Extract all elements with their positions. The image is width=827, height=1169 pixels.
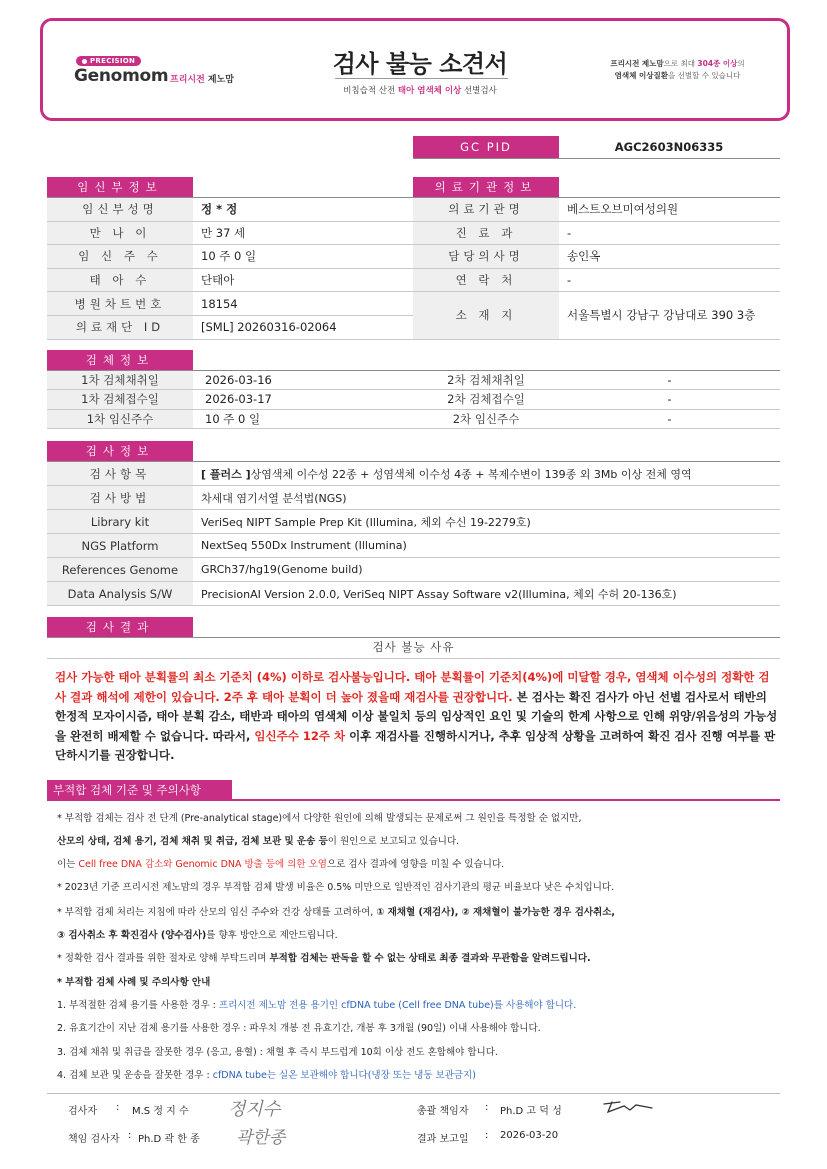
divider: [47, 428, 780, 429]
patient-field-value: 10 주 0 일: [201, 249, 257, 264]
section-institution-info: 의료기관정보: [413, 177, 559, 197]
gc-pid-value: AGC2603N06335: [614, 140, 724, 154]
footer-divider: [47, 1093, 780, 1094]
test-field-label: Data Analysis S/W: [47, 582, 193, 605]
specimen-field-label: 2차 검체채취일: [447, 373, 525, 388]
note-line: 산모의 상태, 검체 용기, 검체 채취 및 취급, 검체 보관 및 운송 등이 원인으로 보고되고 있습니다.: [57, 836, 460, 847]
patient-field-label: 만 나 이: [47, 222, 193, 245]
test-field-value: NextSeq 550Dx Instrument (Illumina): [201, 539, 407, 552]
logo-subtitle: 프리시전 제노맘: [170, 75, 235, 85]
specimen-field-value: 2026-03-16: [205, 373, 272, 388]
patient-field-label: 병원차트번호: [47, 292, 193, 315]
specimen-field-label: 1차 검체접수일: [47, 390, 193, 408]
institution-field-label: 진 료 과: [413, 222, 559, 245]
test-field-label: NGS Platform: [47, 534, 193, 557]
divider: [47, 339, 413, 340]
test-item-label: 검사항목: [47, 462, 193, 485]
divider: [413, 339, 780, 340]
note-line: * 부적합 검체 처리는 지침에 따라 산모의 임신 주수와 건강 상태를 고려하여, ① 재채혈 (재검사), ② 재채혈이 불가능한 경우 검사취소,: [57, 907, 616, 918]
institution-field-value: 베스트오브미여성의원: [567, 202, 679, 217]
director-name: Ph.D 고 덕 성: [500, 1106, 562, 1117]
test-field-value: PrecisionAI Version 2.0.0, VeriSeq NIPT Assay Software v2(Illumina, 체외 수허 20-136호): [201, 587, 677, 601]
note-line: 3. 검체 채취 및 취급을 잘못한 경우 (응고, 용혈) : 채혈 후 즉시 부드럽게 10회 이상 전도 혼합해야 합니다.: [57, 1047, 498, 1058]
report-date-value: 2026-03-20: [500, 1130, 559, 1141]
note-line: * 부적합 검체 사례 및 주의사항 안내: [57, 977, 211, 988]
note-line: * 2023년 기준 프리시전 제노맘의 경우 부적합 검체 발생 비율은 0.5% 미만으로 일반적인 검사기관의 평균 비율보다 낮은 수치입니다.: [57, 882, 615, 893]
document-subtitle: 비침습적 산전 태아 염색체 이상 선별검사: [343, 86, 497, 96]
specimen-field-value: -: [667, 392, 672, 407]
header-tagline: 프리시전 제노맘으로 최대 304종 이상의 염색체 이상질환을 선별할 수 있습니다: [610, 59, 745, 80]
test-field-value: 차세대 염기서열 분석법(NGS): [201, 491, 347, 505]
institution-field-value: -: [567, 225, 572, 240]
divider: [47, 605, 780, 606]
institution-field-value: 송인옥: [567, 249, 601, 264]
colon: :: [128, 1130, 132, 1141]
institution-field-value: -: [567, 273, 572, 288]
divider: [413, 158, 780, 159]
specimen-field-label: 2차 임신주수: [452, 411, 520, 426]
logo-dot-icon: [82, 59, 87, 64]
specimen-field-value: 2026-03-17: [205, 392, 272, 407]
specimen-field-value: -: [667, 411, 672, 426]
lead-tester-label: 책임 검사자: [68, 1134, 120, 1145]
section-notes: 부적합 검체 기준 및 주의사항: [47, 780, 232, 800]
test-field-label: 검사방법: [47, 486, 193, 509]
institution-field-value: 서울특별시 강남구 강남대로 390 3층: [567, 308, 756, 323]
divider: [47, 658, 780, 659]
institution-field-label: 의료기관명: [413, 198, 559, 221]
note-line: * 정확한 검사 결과를 위한 절차로 양해 부탁드리며 부적합 검체는 판독을 할 수 없는 상태로 최종 결과와 무관함을 알려드립니다.: [57, 953, 591, 964]
test-field-value: VeriSeq NIPT Sample Prep Kit (Illumina, 체외 수신 19-2279호): [201, 515, 531, 529]
lead-tester-name: Ph.D 곽 한 종: [138, 1134, 200, 1145]
gc-pid-label: GC PID: [413, 136, 559, 158]
section-test-result: 검사결과: [47, 617, 193, 637]
report-date-label: 결과 보고일: [417, 1134, 469, 1145]
colon: :: [116, 1102, 120, 1113]
lead-tester-signature: 곽한종: [236, 1128, 286, 1148]
director-signature-icon: [600, 1096, 656, 1116]
patient-field-value: [SML] 20260316-02064: [201, 320, 337, 335]
director-label: 총괄 책임자: [417, 1106, 469, 1117]
specimen-field-value: 10 주 0 일: [205, 411, 261, 426]
tester-name: M.S 정 지 수: [132, 1106, 189, 1117]
patient-field-label: 임신부성명: [47, 198, 193, 221]
title-divider: [335, 78, 508, 79]
note-line: * 부적합 검체는 검사 전 단계 (Pre-analytical stage)에서 다양한 원인에 의해 발생되는 문제로써 그 원인을 특정할 순 없지만,: [57, 813, 582, 824]
section-specimen-info: 검체정보: [47, 350, 193, 370]
patient-field-label: 임 신 주 수: [47, 245, 193, 268]
logo-name: Genomom: [74, 66, 169, 86]
specimen-field-label: 1차 임신주수: [47, 410, 193, 428]
institution-field-label: 담당의사명: [413, 245, 559, 268]
note-line: 1. 부적절한 검체 용기를 사용한 경우 : 프리시전 제노맘 전용 용기인 cfDNA tube (Cell free DNA tube)를 사용해야 합니다.: [57, 1000, 577, 1011]
note-line: 이는 Cell free DNA 감소와 Genomic DNA 방출 등에 의한 오염으로 검사 결과에 영향을 미칠 수 있습니다.: [57, 859, 505, 870]
tester-label: 검사자: [68, 1106, 97, 1117]
colon: :: [485, 1130, 489, 1141]
note-line: 4. 검체 보관 및 운송을 잘못한 경우 : cfDNA tube는 실온 보관해야 합니다(냉장 또는 냉동 보관금지): [57, 1070, 476, 1081]
section-patient-info: 임신부정보: [47, 177, 193, 197]
section-test-info: 검사정보: [47, 441, 193, 461]
note-line: ③ 검사취소 후 확진검사 (양수검사)를 향후 방안으로 제안드립니다.: [57, 930, 338, 941]
patient-field-value: 정 * 정: [201, 202, 238, 217]
test-field-label: References Genome: [47, 558, 193, 581]
failure-reason-header: 검사 불능 사유: [372, 640, 455, 654]
institution-field-label: 연 락 처: [413, 269, 559, 292]
patient-field-value: 18154: [201, 296, 238, 311]
patient-field-value: 단태아: [201, 273, 235, 288]
notes-divider: [47, 799, 780, 801]
test-field-label: Library kit: [47, 510, 193, 533]
document-title: 검사 불능 소견서: [332, 50, 508, 78]
tester-signature: 정지수: [228, 1099, 281, 1120]
patient-field-value: 만 37 세: [201, 225, 246, 240]
patient-field-label: 태 아 수: [47, 269, 193, 292]
colon: :: [485, 1102, 489, 1113]
test-field-value: GRCh37/hg19(Genome build): [201, 563, 363, 576]
specimen-field-label: 1차 검체채취일: [47, 371, 193, 389]
note-line: 2. 유효기간이 지난 검체 용기를 사용한 경우 : 파우치 개봉 전 유효기간, 개봉 후 3개월 (90일) 이내 사용해야 합니다.: [57, 1023, 541, 1034]
institution-field-label: 소 재 지: [413, 292, 559, 338]
specimen-field-value: -: [667, 373, 672, 388]
specimen-field-label: 2차 검체접수일: [447, 392, 525, 407]
patient-field-label: 의료재단 ID: [47, 316, 193, 339]
test-item-value: [ 플러스 ] 상염색체 이수성 22종 + 성염색체 이수성 4종 + 복제수변이 139종 외 3Mb 이상 전체 영역: [201, 467, 692, 481]
logo-badge: PRECISION: [76, 56, 141, 66]
failure-reason-text: 검사 가능한 태아 분획률의 최소 기준치 (4%) 이하로 검사불능입니다. 태아 분획률이 기준치(4%)에 미달할 경우, 염색체 이수성의 정확한 검사 결과 해석에 제한이 있습니다. 2주 후 태아 분획이 더 높아 졌을때 재검사를 권장합니다. 본 검사는 확진 검사가 아닌 선별 검사로서 태반의 한정적 모자이시즘, 태아 분획 감소, 태반과 태아의 염색체 이상 불일치 등의 임상적인 요인 및 기술의 한계 사항으로 인해 위양/위음성의 가능성을 완전히 배제할 수 없습니다. 따라서, 임신주수 12주 차 이후 재검사를 진행하시거나, 추후 임상적 상황을 고려하여 확진 검사 진행 여부를 판단하시기를 권장합니다.: [55, 670, 778, 762]
